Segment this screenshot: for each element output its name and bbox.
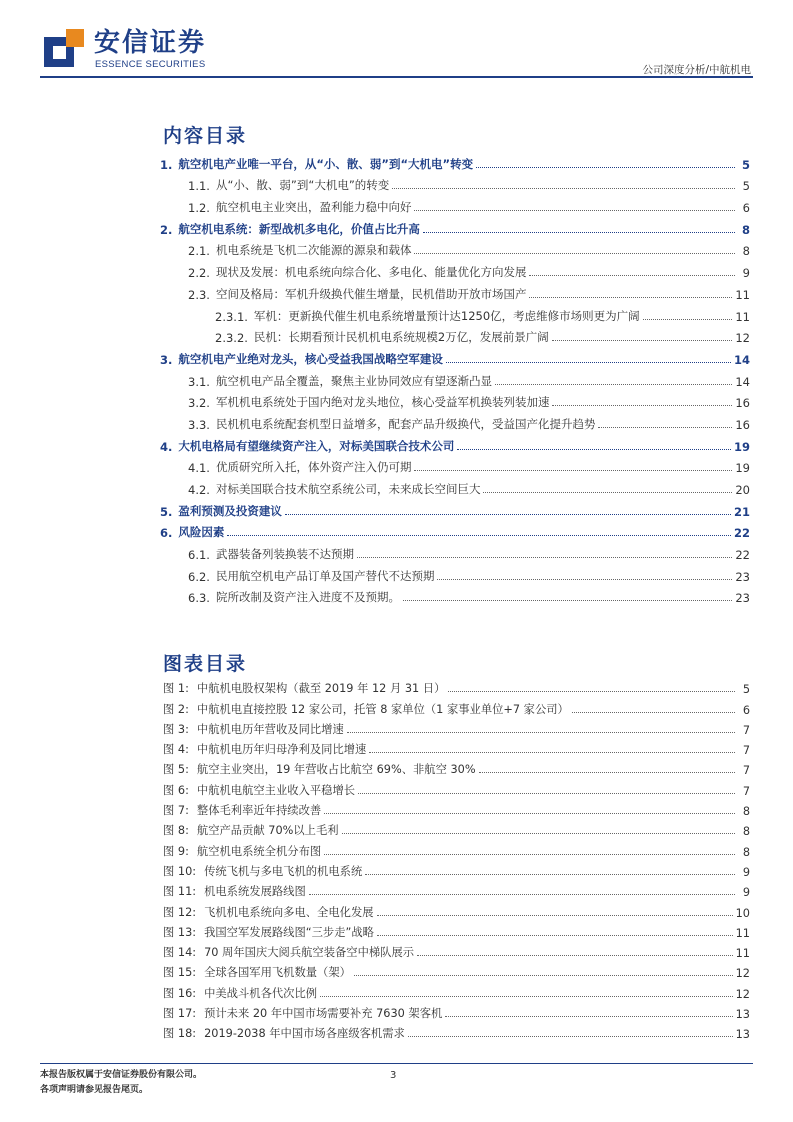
- figure-entry-label: 图 10:: [163, 864, 197, 878]
- toc-entry-number: 6.: [160, 526, 173, 541]
- figure-entry-label: 图 1:: [163, 682, 189, 696]
- toc-entry-page: 8: [742, 244, 750, 259]
- toc-entry-page: 11: [735, 287, 750, 302]
- figure-entry[interactable]: [163, 859, 750, 879]
- figure-entry[interactable]: [163, 1021, 750, 1041]
- dot-leader: [572, 712, 735, 713]
- toc-entry[interactable]: [160, 475, 750, 497]
- figure-entry-title: 70 周年国庆大阅兵航空装备空中梯队展示: [204, 946, 415, 960]
- toc-entry-page: 19: [735, 461, 750, 476]
- dot-leader: [309, 894, 735, 895]
- figure-entry-label: 图 18:: [163, 1027, 197, 1041]
- dot-leader: [403, 600, 732, 601]
- figure-entry[interactable]: [163, 920, 750, 940]
- dot-leader: [285, 514, 731, 515]
- toc-entry-title: 民机机电系统配套机型日益增多，配套产品升级换代，受益国产化提升趋势: [215, 416, 596, 431]
- toc-entry[interactable]: [160, 324, 750, 346]
- toc-entry-title: 现状及发展：机电系统向综合化、多电化、能量优化方向发展: [215, 265, 527, 280]
- figure-entry-label: 图 17:: [163, 1007, 197, 1021]
- toc-entry[interactable]: [160, 258, 750, 280]
- figure-entry-page: 12: [735, 987, 750, 1001]
- toc-entry-title: 民用航空机电产品订单及国产替代不达预期: [215, 568, 435, 583]
- toc-entry-number: 3.2.: [188, 396, 210, 411]
- dot-leader: [324, 813, 735, 814]
- toc-entry-title: 航空机电产品全覆盖，聚焦主业协同效应有望逐渐凸显: [215, 373, 492, 388]
- toc-title: 内容目录: [163, 125, 248, 147]
- figure-entry-label: 图 13:: [163, 925, 197, 939]
- figure-entry-title: 2019-2038 年中国市场各座级客机需求: [204, 1027, 405, 1041]
- figure-entry-label: 图 9:: [163, 844, 189, 858]
- figure-entry[interactable]: [163, 717, 750, 737]
- dot-leader: [417, 955, 733, 956]
- figure-entry-label: 图 12:: [163, 905, 197, 919]
- dot-leader: [483, 492, 732, 493]
- figure-entry-title: 中航机电股权架构（截至 2019 年 12 月 31 日）: [196, 682, 446, 696]
- figure-entry-page: 7: [742, 764, 750, 778]
- dot-leader: [529, 297, 732, 298]
- figure-entry-page: 9: [742, 865, 750, 879]
- toc-entry[interactable]: [160, 345, 750, 367]
- toc-entry-title: 军机：更新换代催生机电系统增量预计达1250亿，考虑维修市场则更为广阔: [253, 308, 640, 323]
- figure-entry-label: 图 8:: [163, 824, 189, 838]
- dot-leader: [377, 935, 733, 936]
- brand-name-en: ESSENCE SECURITIES: [95, 59, 206, 70]
- toc-entry-number: 1.: [160, 157, 173, 172]
- figure-entry-title: 传统飞机与多电飞机的机电系统: [204, 864, 363, 878]
- figure-entry-label: 图 4:: [163, 743, 189, 757]
- toc-entry-number: 1.2.: [188, 201, 210, 216]
- figure-entry-page: 11: [735, 926, 750, 940]
- dot-leader: [357, 557, 732, 558]
- figure-entry[interactable]: [163, 798, 750, 818]
- figure-entry-label: 图 3:: [163, 722, 189, 736]
- figure-entry[interactable]: [163, 940, 750, 960]
- toc-entry[interactable]: [160, 280, 750, 302]
- figure-entry-page: 9: [742, 886, 750, 900]
- toc-entry[interactable]: [160, 454, 750, 476]
- toc-entry-title: 院所改制及资产注入进度不及预期。: [215, 590, 400, 605]
- figure-entry-page: 13: [735, 1008, 750, 1022]
- toc-entry-page: 9: [742, 266, 750, 281]
- toc-entry-page: 23: [735, 591, 750, 606]
- figure-entry-title: 中航机电直接控股 12 家公司，托管 8 家单位（1 家事业单位+7 家公司）: [196, 702, 569, 716]
- figure-entry-label: 图 7:: [163, 804, 189, 818]
- toc-entry[interactable]: [160, 497, 750, 519]
- dot-leader: [227, 535, 731, 536]
- toc-entry-number: 1.1.: [188, 179, 210, 194]
- figure-entry-page: 7: [742, 784, 750, 798]
- dot-leader: [437, 579, 732, 580]
- dot-leader: [457, 449, 731, 450]
- dot-leader: [320, 996, 733, 997]
- toc-entry[interactable]: [160, 193, 750, 215]
- figure-entry-title: 飞机机电系统向多电、全电化发展: [204, 905, 374, 919]
- footer-divider: [40, 1063, 753, 1064]
- essence-logo-icon: [44, 29, 84, 67]
- figure-entry-title: 航空产品贡献 70%以上毛利: [196, 824, 339, 838]
- copyright-note: 本报告版权属于安信证券股份有限公司。: [40, 1070, 203, 1080]
- dot-leader: [354, 975, 733, 976]
- figure-entry[interactable]: [163, 879, 750, 899]
- figure-entry[interactable]: [163, 838, 750, 858]
- figure-entry[interactable]: [163, 1001, 750, 1021]
- toc-entry-number: 3.3.: [188, 417, 210, 432]
- dot-leader: [414, 470, 732, 471]
- figure-entry-title: 中航机电历年营收及同比增速: [196, 722, 344, 736]
- figure-entry-title: 全球各国军用飞机数量（架）: [204, 966, 351, 980]
- dot-leader: [414, 210, 735, 211]
- dot-leader: [476, 167, 735, 168]
- dot-leader: [414, 253, 735, 254]
- toc-entry-number: 3.1.: [188, 374, 210, 389]
- figure-entry-title: 中航机电航空主业收入平稳增长: [196, 783, 356, 797]
- toc-entry-number: 2.3.1.: [215, 309, 248, 324]
- toc-entry-number: 2.1.: [188, 244, 210, 259]
- toc-entry[interactable]: [160, 389, 750, 411]
- figure-entry-title: 整体毛利率近年持续改善: [196, 804, 322, 818]
- toc-entry-title: 对标美国联合技术航空系统公司，未来成长空间巨大: [215, 482, 481, 496]
- figure-entry-page: 10: [735, 906, 750, 920]
- figure-entry-title: 中美战斗机各代次比例: [204, 986, 318, 1000]
- dot-leader: [495, 384, 732, 385]
- figure-entry-page: 8: [742, 825, 750, 839]
- toc-entry-number: 3.: [160, 352, 173, 367]
- toc-entry-title: 武器装备列装换装不达预期: [215, 547, 354, 562]
- dot-leader: [423, 232, 735, 233]
- toc-entry-number: 2.2.: [188, 266, 210, 281]
- toc-entry-title: 风险因素: [178, 525, 225, 540]
- toc-entry-page: 11: [735, 309, 750, 324]
- figure-entry-label: 图 14:: [163, 946, 197, 960]
- toc-entry-number: 4.: [160, 439, 173, 454]
- figure-entry[interactable]: [163, 737, 750, 757]
- figure-entry-page: 8: [742, 845, 750, 859]
- figure-entry[interactable]: [163, 696, 750, 716]
- figure-entry[interactable]: [163, 960, 750, 980]
- toc-entry-page: 22: [735, 548, 750, 563]
- dot-leader: [529, 275, 735, 276]
- toc-entry-number: 6.3.: [188, 591, 210, 606]
- toc-entry[interactable]: [160, 302, 750, 324]
- dot-leader: [479, 772, 735, 773]
- dot-leader: [552, 340, 733, 341]
- toc-entry[interactable]: [160, 215, 750, 237]
- figure-entry-title: 机电系统发展路线图: [204, 885, 306, 899]
- figure-entry-label: 图 5:: [163, 763, 189, 777]
- figure-entry-title: 航空主业突出，19 年营收占比航空 69%、非航空 30%: [196, 763, 476, 777]
- toc-entry-page: 12: [735, 331, 750, 346]
- figure-entry-page: 7: [742, 744, 750, 758]
- toc-entry-number: 4.2.: [188, 483, 210, 497]
- figure-entry-label: 图 2:: [163, 702, 189, 716]
- figure-entry-label: 图 15:: [163, 966, 197, 980]
- page-header: [0, 0, 793, 80]
- dot-leader: [446, 362, 731, 363]
- toc-entry-title: 大机电格局有望继续资产注入，对标美国联合技术公司: [178, 438, 455, 453]
- toc-entry-title: 从“小、散、弱”到“大机电”的转变: [215, 178, 390, 193]
- dot-leader: [369, 752, 735, 753]
- figure-list-title: 图表目录: [163, 653, 248, 675]
- figure-entry-page: 5: [742, 683, 750, 697]
- dot-leader: [392, 188, 735, 189]
- toc-entry-page: 5: [742, 179, 750, 194]
- figure-entry-page: 13: [735, 1028, 750, 1042]
- dot-leader: [358, 793, 735, 794]
- toc-entry-page: 16: [735, 417, 750, 432]
- figure-entry[interactable]: [163, 899, 750, 919]
- figure-entry-page: 12: [735, 967, 750, 981]
- figure-entry-page: 7: [742, 723, 750, 737]
- toc-entry[interactable]: [160, 150, 750, 172]
- figure-entry-label: 图 6:: [163, 783, 189, 797]
- toc-entry-number: 6.2.: [188, 569, 210, 584]
- figure-entry-title: 我国空军发展路线图“三步走”战略: [204, 925, 374, 939]
- dot-leader: [377, 915, 733, 916]
- toc-entry-page: 16: [735, 396, 750, 411]
- figure-entry-title: 中航机电历年归母净利及同比增速: [196, 743, 367, 757]
- dot-leader: [643, 319, 733, 320]
- figure-entry[interactable]: [163, 777, 750, 797]
- toc-entry-title: 航空机电产业唯一平台，从“小、散、弱”到“大机电”转变: [178, 156, 474, 171]
- toc-entry[interactable]: [160, 562, 750, 584]
- toc-entry-title: 空间及格局：军机升级换代催生增量，民机借助开放市场国产: [215, 286, 527, 301]
- toc-entry-title: 盈利预测及投资建议: [178, 503, 282, 518]
- toc-list: [160, 150, 750, 605]
- toc-entry-page: 21: [733, 504, 750, 519]
- toc-entry[interactable]: [160, 410, 750, 432]
- dot-leader: [552, 405, 732, 406]
- dot-leader: [347, 732, 735, 733]
- dot-leader: [445, 1016, 732, 1017]
- toc-entry-title: 机电系统是飞机二次能源的源泉和载体: [215, 243, 412, 258]
- figure-entry[interactable]: [163, 676, 750, 696]
- figure-entry-label: 图 11:: [163, 885, 197, 899]
- toc-entry-page: 23: [735, 569, 750, 584]
- report-type: 公司深度分析/中航机电: [642, 64, 751, 76]
- toc-entry-title: 航空机电产业绝对龙头，核心受益我国战略空军建设: [178, 351, 443, 366]
- toc-entry[interactable]: [160, 172, 750, 194]
- figure-entry-title: 航空机电系统全机分布图: [196, 844, 322, 858]
- toc-entry-page: 20: [735, 483, 750, 497]
- figure-entry[interactable]: [163, 980, 750, 1000]
- toc-entry-page: 22: [733, 526, 750, 541]
- toc-entry-page: 19: [733, 439, 750, 454]
- brand-name-cn: 安信证券: [94, 28, 207, 58]
- header-divider: [40, 76, 753, 78]
- toc-entry[interactable]: [160, 584, 750, 606]
- toc-entry-page: 8: [741, 222, 750, 237]
- toc-entry-title: 军机机电系统处于国内绝对龙头地位，核心受益军机换装列装加速: [215, 395, 550, 410]
- dot-leader: [324, 854, 735, 855]
- figure-entry[interactable]: [163, 757, 750, 777]
- toc-entry[interactable]: [160, 432, 750, 454]
- dot-leader: [365, 874, 735, 875]
- toc-entry-page: 14: [735, 374, 750, 389]
- toc-entry-number: 2.3.2.: [215, 331, 248, 346]
- page-number: 3: [390, 1070, 397, 1081]
- toc-entry-title: 航空机电系统：新型战机多电化，价值占比升高: [178, 221, 420, 236]
- dot-leader: [408, 1036, 733, 1037]
- toc-entry-title: 民机：长期看预计民机机电系统规模2万亿，发展前景广阔: [253, 330, 549, 345]
- dot-leader: [598, 427, 732, 428]
- toc-entry-number: 5.: [160, 504, 173, 519]
- toc-entry-number: 4.1.: [188, 461, 210, 476]
- toc-entry[interactable]: [160, 540, 750, 562]
- toc-entry-number: 6.1.: [188, 548, 210, 563]
- figure-list: [163, 676, 750, 1041]
- toc-entry-page: 14: [733, 352, 750, 367]
- toc-entry-title: 航空机电主业突出，盈利能力稳中向好: [215, 200, 412, 215]
- footer-disclaimer: [40, 1068, 202, 1098]
- toc-entry[interactable]: [160, 367, 750, 389]
- toc-entry-number: 2.3.: [188, 287, 210, 302]
- figure-entry-page: 6: [742, 703, 750, 717]
- dot-leader: [448, 691, 735, 692]
- toc-entry[interactable]: [160, 519, 750, 541]
- disclaimer-note: 各项声明请参见报告尾页。: [40, 1085, 149, 1095]
- toc-entry[interactable]: [160, 237, 750, 259]
- figure-entry-page: 8: [742, 805, 750, 819]
- dot-leader: [342, 833, 735, 834]
- toc-entry-page: 6: [742, 201, 750, 216]
- toc-entry-number: 2.: [160, 222, 173, 237]
- toc-entry-title: 优质研究所入托，体外资产注入仍可期: [215, 460, 412, 475]
- figure-entry-page: 11: [735, 947, 750, 961]
- figure-entry[interactable]: [163, 818, 750, 838]
- toc-entry-page: 5: [741, 157, 750, 172]
- figure-entry-label: 图 16:: [163, 986, 197, 1000]
- figure-entry-title: 预计未来 20 年中国市场需要补充 7630 架客机: [204, 1007, 443, 1021]
